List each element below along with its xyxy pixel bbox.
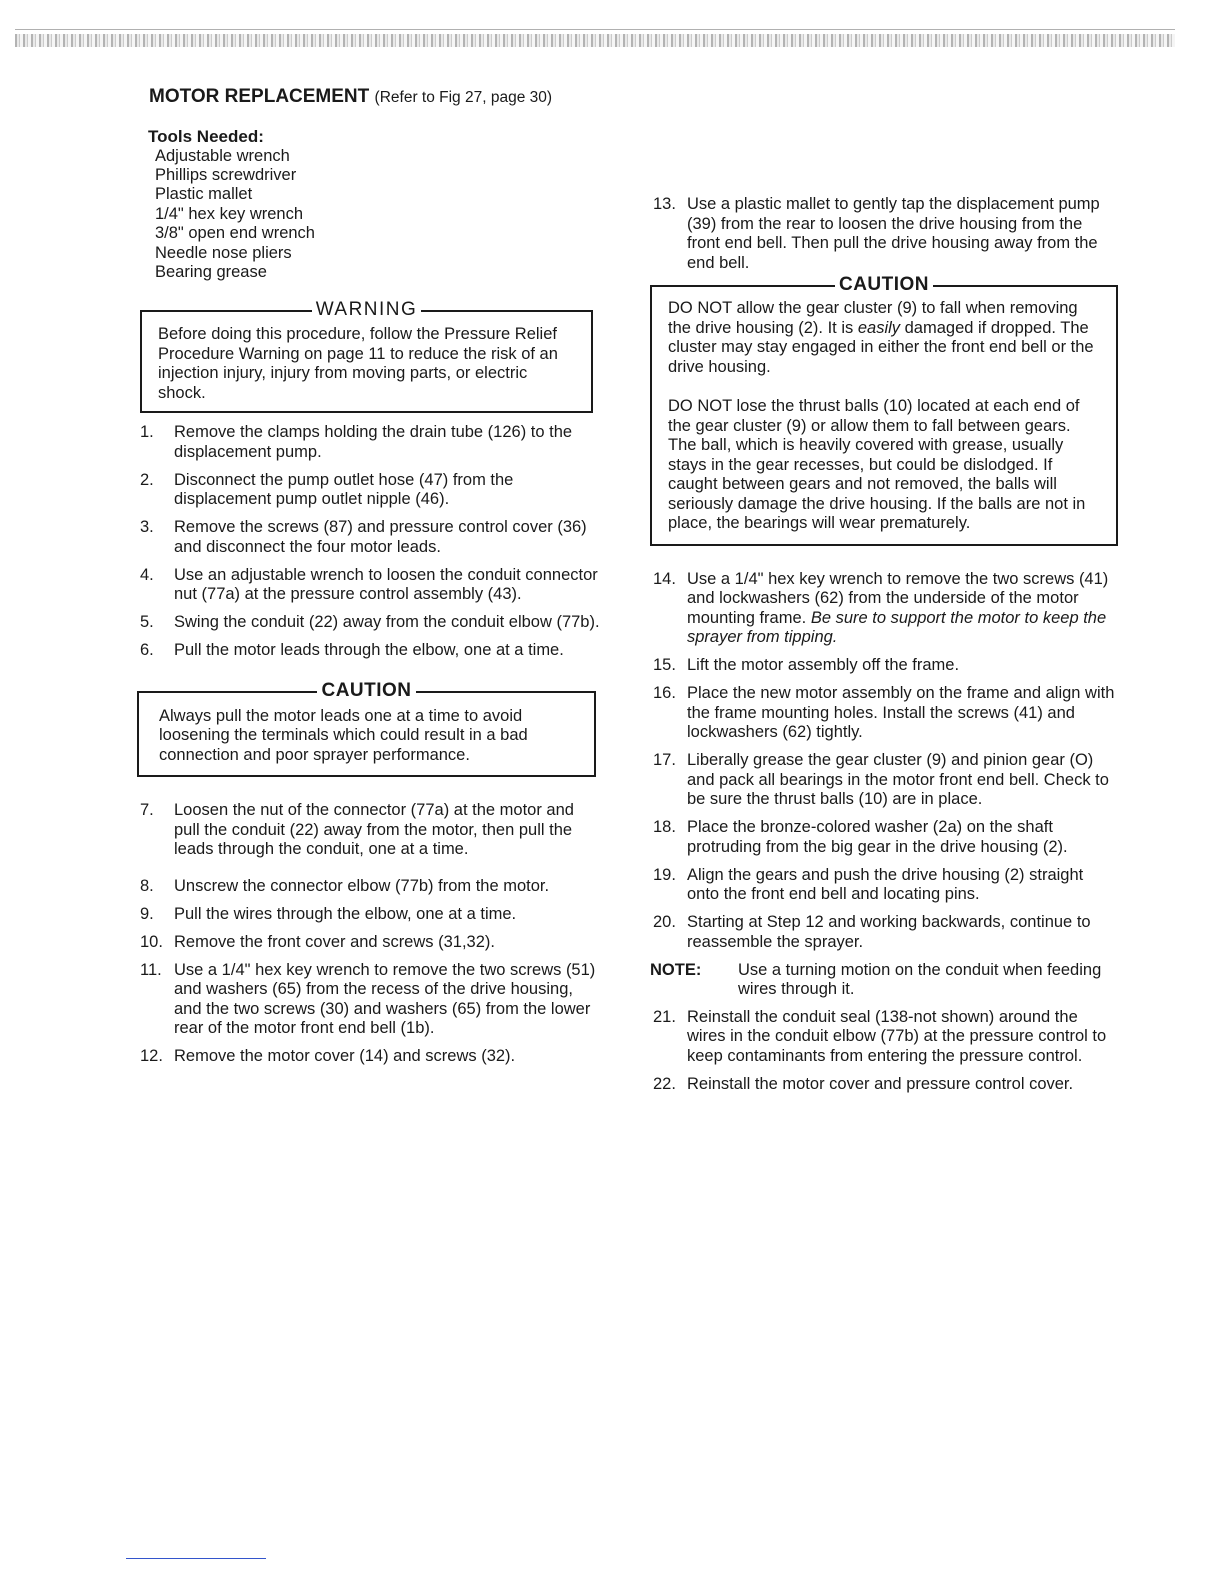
step-item bbox=[137, 641, 600, 661]
tool-item: Plastic mallet bbox=[155, 185, 253, 204]
step-number: 14. bbox=[653, 569, 676, 588]
step-item bbox=[137, 801, 600, 860]
step-emphasis: Be sure to support the motor to keep the sprayer from tipping. bbox=[687, 608, 1107, 646]
caution-title: CAUTION bbox=[835, 274, 933, 295]
step-item bbox=[137, 1047, 600, 1067]
page-bottom-rule bbox=[126, 1558, 266, 1559]
tool-item: Needle nose pliers bbox=[155, 243, 292, 262]
warning-box bbox=[140, 299, 593, 413]
tool-item: Phillips screwdriver bbox=[155, 165, 297, 184]
step-item bbox=[650, 570, 1118, 648]
step-number: 17. bbox=[653, 751, 676, 769]
step-number: 20. bbox=[653, 913, 676, 931]
step-number: 1. bbox=[140, 423, 154, 442]
step-text: Remove the screws (87) and pressure control cover (36) and disconnect the four motor leads. bbox=[174, 518, 587, 556]
step-text: Use a plastic mallet to gently tap the displacement pump (39) from the rear to loosen the drive housing from the front end bell. Then pull the drive housing away from the end bell. bbox=[687, 195, 1100, 272]
tool-item: 3/8" open end wrench bbox=[155, 224, 315, 243]
step-text: Remove the front cover and screws (31,32). bbox=[174, 932, 495, 951]
tools-list bbox=[148, 147, 600, 283]
step-number: 7. bbox=[140, 801, 154, 820]
step-number: 11. bbox=[140, 960, 162, 979]
warning-text: Before doing this procedure, follow the Pressure Relief Procedure Warning on page 11 to reduce the risk of an injection injury, injury from moving parts, or electric shock. bbox=[158, 325, 558, 402]
step-item bbox=[137, 518, 600, 557]
step-text: Reinstall the motor cover and pressure control cover. bbox=[687, 1074, 1074, 1093]
tool-item: Bearing grease bbox=[155, 262, 267, 281]
step-text: Starting at Step 12 and working backwards, continue to reassemble the sprayer. bbox=[687, 913, 1091, 951]
step-text: Pull the wires through the elbow, one at a time. bbox=[174, 904, 517, 923]
step-number: 15. bbox=[653, 656, 676, 674]
step-text: Use an adjustable wrench to loosen the conduit connector nut (77a) at the pressure control assembly (43). bbox=[174, 565, 598, 604]
step-text: Reinstall the conduit seal (138-not shown) around the wires in the conduit elbow (77b) at the pressure control to keep contaminants from entering the pressure control. bbox=[687, 1007, 1107, 1065]
step-item bbox=[650, 751, 1118, 810]
step-item bbox=[650, 684, 1118, 743]
right-column bbox=[650, 195, 1118, 1103]
step-item bbox=[137, 877, 600, 897]
step-item bbox=[137, 423, 600, 462]
step-number: 6. bbox=[140, 641, 154, 660]
step-number: 18. bbox=[653, 818, 676, 836]
step-item bbox=[650, 656, 1118, 676]
step-item bbox=[650, 1008, 1118, 1067]
note-text: Use a turning motion on the conduit when feeding wires through it. bbox=[738, 960, 1102, 998]
step-text: Remove the motor cover (14) and screws (32). bbox=[174, 1047, 516, 1066]
step-number: 19. bbox=[653, 865, 676, 884]
step-13 bbox=[650, 195, 1118, 273]
section-heading bbox=[149, 86, 600, 109]
step-number: 16. bbox=[653, 684, 676, 702]
caution-text-thrust-balls: DO NOT lose the thrust balls (10) located at each end of the gear cluster (9) or allow them to fall between gears. The ball, which is heavily covered with grease, usually stays in the gear recesses, but could be dislodged. If caught between gears and not removed, the balls will seriously damage the drive housing. If the balls are not in place, the bearings will wear prematurely. bbox=[668, 397, 1086, 532]
caution-text-gear-cluster: DO NOT allow the gear cluster (9) to fall when removing the drive housing (2). It is easily damaged if dropped. The cluster may stay engaged in either the front end bell or the drive housing. bbox=[668, 299, 1094, 376]
note-label: NOTE: bbox=[650, 960, 702, 979]
emphasis-text: easily bbox=[857, 318, 901, 337]
step-number: 22. bbox=[653, 1074, 676, 1093]
page-top-rule bbox=[15, 29, 1175, 30]
step-text: Use a 1/4" hex key wrench to remove the two screws (41) and lockwashers (62) from the underside of the motor mounting frame. bbox=[687, 569, 1109, 627]
step-item bbox=[137, 613, 600, 633]
tool-item: 1/4" hex key wrench bbox=[155, 204, 304, 223]
caution-title: CAUTION bbox=[317, 680, 415, 701]
caution-box-leads bbox=[137, 679, 596, 778]
step-number: 12. bbox=[140, 1047, 163, 1066]
step-number: 5. bbox=[140, 613, 154, 632]
step-text: Place the new motor assembly on the frame and align with the frame mounting holes. Install the screws (41) and lockwashers (62) tightly. bbox=[687, 684, 1115, 741]
step-number: 8. bbox=[140, 876, 154, 895]
tool-item: Adjustable wrench bbox=[155, 146, 290, 165]
step-item bbox=[137, 961, 600, 1039]
step-text: Unscrew the connector elbow (77b) from the motor. bbox=[174, 876, 550, 895]
steps-list-21-22 bbox=[650, 1008, 1118, 1095]
step-text: Place the bronze-colored washer (2a) on the shaft protruding from the big gear in the drive housing (2). bbox=[687, 818, 1068, 856]
step-number: 3. bbox=[140, 518, 154, 537]
step-number: 21. bbox=[653, 1007, 676, 1026]
caution-box-gear-cluster bbox=[650, 274, 1118, 546]
step-item bbox=[137, 933, 600, 953]
step-item bbox=[137, 566, 600, 605]
step-text: Disconnect the pump outlet hose (47) from the displacement pump outlet nipple (46). bbox=[174, 470, 514, 509]
step-text: Liberally grease the gear cluster (9) and pinion gear (O) and pack all bearings in the motor front end bell. Check to be sure the thrust balls (10) are in place. bbox=[687, 751, 1109, 808]
step-text: Lift the motor assembly off the frame. bbox=[687, 656, 960, 674]
step-number: 13. bbox=[653, 195, 676, 213]
step-text: Pull the motor leads through the elbow, one at a time. bbox=[174, 641, 564, 660]
steps-list-14-20 bbox=[650, 570, 1118, 953]
step-item bbox=[137, 471, 600, 510]
step-item bbox=[650, 1075, 1118, 1095]
step-text: Align the gears and push the drive housing (2) straight onto the front end bell and locating pins. bbox=[687, 865, 1084, 903]
step-item bbox=[650, 195, 1118, 273]
steps-list-1-6 bbox=[137, 423, 600, 661]
step-item bbox=[650, 866, 1118, 905]
scan-header-band bbox=[15, 34, 1175, 47]
step-number: 4. bbox=[140, 565, 154, 584]
section-title: MOTOR REPLACEMENT bbox=[149, 86, 370, 107]
step-text: Use a 1/4" hex key wrench to remove the two screws (51) and washers (65) from the recess of the drive housing, and the two screws (30) and washers (65) from the lower rear of the motor front end bell (1b). bbox=[174, 960, 596, 1038]
step-text: Loosen the nut of the connector (77a) at the motor and pull the conduit (22) away from the motor, then pull the leads through the conduit, one at a time. bbox=[174, 801, 574, 859]
warning-title: WARNING bbox=[312, 299, 422, 320]
caution-text: Always pull the motor leads one at a time to avoid loosening the terminals which could result in a bad connection and poor sprayer performance. bbox=[159, 706, 528, 764]
step-number: 9. bbox=[140, 904, 154, 923]
steps-list-7-12 bbox=[137, 801, 600, 1067]
step-number: 10. bbox=[140, 932, 163, 951]
note bbox=[650, 961, 1118, 1000]
step-item bbox=[137, 905, 600, 925]
step-text: Swing the conduit (22) away from the conduit elbow (77b). bbox=[174, 613, 600, 632]
left-column bbox=[137, 86, 600, 1075]
tools-title: Tools Needed: bbox=[148, 127, 264, 146]
step-item bbox=[650, 818, 1118, 857]
section-reference: (Refer to Fig 27, page 30) bbox=[374, 89, 553, 106]
step-number: 2. bbox=[140, 470, 154, 489]
step-item bbox=[650, 913, 1118, 952]
step-text: Remove the clamps holding the drain tube (126) to the displacement pump. bbox=[174, 423, 573, 461]
tools-needed bbox=[148, 127, 600, 282]
